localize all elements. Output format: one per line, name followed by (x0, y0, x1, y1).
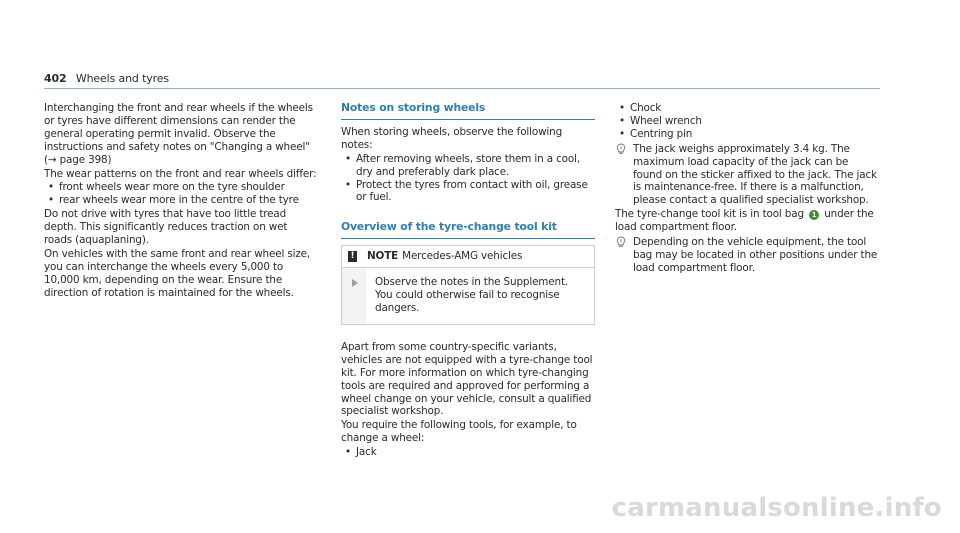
list-item: • rear wheels wear more in the centre of the tyre (44, 194, 318, 207)
wear-list (44, 181, 318, 207)
paragraph-required-tools: You require the following tools, for example, to change a wheel: (341, 419, 577, 445)
note-box (341, 245, 595, 325)
paragraph-storing-intro: When storing wheels, observe the following notes: (341, 125, 563, 151)
paragraph-tread-depth: Do not drive with tyres that have too little tread depth. This significantly reduces traction on wet roads (aquaplaning). (44, 208, 288, 247)
note-text: Observe the notes in the Supplement. You could otherwise fail to recognise dangers. (375, 276, 569, 314)
storing-list (341, 153, 595, 205)
heading-storing-wheels: Notes on storing wheels (341, 102, 595, 120)
paragraph-wear-patterns: The wear patterns on the front and rear wheels differ: (44, 167, 317, 180)
list-item: • front wheels wear more on the tyre shoulder (44, 181, 318, 194)
tools-list (341, 446, 595, 459)
info-tool-bag-position (615, 236, 880, 275)
list-item: • Protect the tyres from contact with oil, grease or fuel. (341, 179, 595, 205)
page-header (44, 73, 169, 86)
column-2 (341, 102, 595, 460)
list-item: • Jack (341, 446, 595, 459)
header-divider (44, 88, 880, 89)
note-title: Mercedes-AMG vehicles (402, 250, 523, 263)
tools-list-continued (615, 102, 880, 141)
column-3 (615, 102, 880, 276)
note-body (342, 268, 594, 324)
paragraph-country-variants: Apart from some country-specific variants, vehicles are not equipped with a tyre-change tool kit. For more information on which tyre-changing tools are required and approved for performing a wheel change on your vehicle, consult a qualified specialist workshop. (341, 340, 593, 418)
watermark: carmanualsonline.info (611, 493, 942, 523)
section-title: Wheels and tyres (75, 72, 169, 85)
note-header (342, 246, 594, 268)
list-item: • Wheel wrench (615, 115, 880, 128)
paragraph-tool-bag: The tyre-change tool kit is in tool bag 1 under the load compartment floor. (615, 208, 874, 234)
list-item: • Centring pin (615, 128, 880, 141)
info-text: The jack weighs approximately 3.4 kg. The maximum load capacity of the jack can be found on the sticker affixed to the jack. The jack is maintenance-free. If there is a malfunction, please contact a qualified specialist workshop. (633, 142, 877, 207)
page-number: 402 (44, 72, 67, 85)
callout-badge: 1 (809, 210, 819, 220)
lightbulb-icon (615, 236, 627, 248)
info-jack (615, 143, 880, 208)
paragraph-interchange-interval: On vehicles with the same front and rear wheel size, you can interchange the wheels every 5,000 to 10,000 km, depending on the wear. Ensure the direction of rotation is maintained for the wheels. (44, 247, 311, 299)
info-text: Depending on the vehicle equipment, the tool bag may be located in other positions under the load compartment floor. (633, 236, 878, 274)
note-sidebar (342, 268, 366, 324)
lightbulb-icon (615, 143, 627, 155)
warning-icon: ! (348, 251, 357, 262)
list-item: • After removing wheels, store them in a cool, dry and preferably dark place. (341, 153, 595, 179)
arrow-right-icon (352, 279, 358, 287)
heading-tool-kit: Overview of the tyre-change tool kit (341, 221, 595, 239)
list-item: • Chock (615, 102, 880, 115)
paragraph-interchanging: Interchanging the front and rear wheels if the wheels or tyres have different dimensions can render the general operating permit invalid. Observe the instructions and safety notes on "Changing a wheel" (→ page 398) (44, 102, 313, 166)
column-1 (44, 102, 318, 301)
note-label: NOTE (367, 250, 399, 263)
